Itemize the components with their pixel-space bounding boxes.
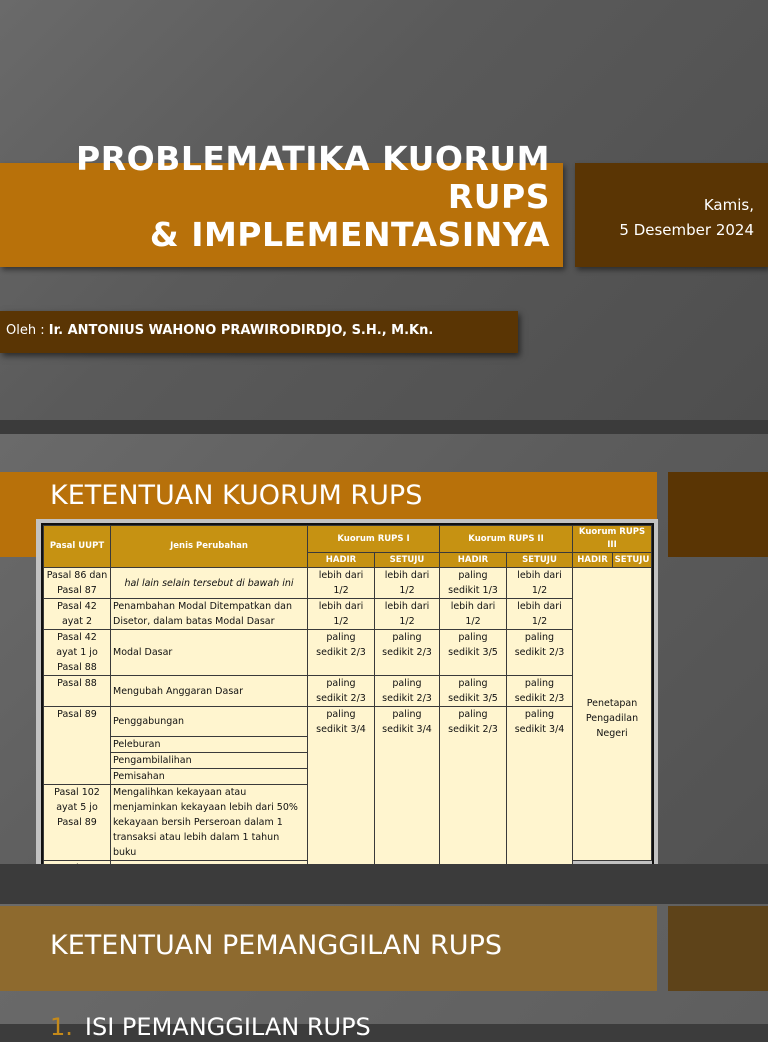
table-row <box>44 630 652 676</box>
header-jenis: Jenis Perubahan <box>111 526 308 568</box>
cell-hadir-2: paling sedikit 3/5 <box>440 630 507 676</box>
cell-jenis: Mengubah Anggaran Dasar <box>111 676 308 707</box>
cell-setuju-2: paling sedikit 2/3 <box>507 630 573 676</box>
slide3-title: KETENTUAN PEMANGGILAN RUPS <box>50 930 502 961</box>
cell-hadir-2: paling sedikit 3/5 <box>440 676 507 707</box>
table-row <box>44 568 652 599</box>
slide2-side-band <box>668 472 768 557</box>
cell-hadir-1: lebih dari 1/2 <box>308 599 375 630</box>
slide3-side-band <box>668 906 768 991</box>
header-hadir: HADIR <box>440 553 507 568</box>
cell-setuju-2: lebih dari 1/2 <box>507 568 573 599</box>
cell-pasal: Pasal 88 <box>44 676 111 707</box>
slide-separator <box>0 864 768 904</box>
cell-jenis: Peleburan <box>111 737 308 753</box>
header-setuju: SETUJU <box>507 553 573 568</box>
header-hadir: HADIR <box>573 553 613 568</box>
list-item <box>50 1012 371 1042</box>
cell-jenis: Mengalihkan kekayaan atau menjaminkan kekayaan lebih dari 50% kekayaan bersih Perseroan dalam 1 transaksi atau lebih dalam 1 tahun buku <box>111 785 308 861</box>
slide-title <box>10 140 550 254</box>
date-full: 5 Desember 2024 <box>619 221 754 239</box>
list-item-text: ISI PEMANGGILAN RUPS <box>84 1013 371 1041</box>
cell-setuju-1: paling sedikit 2/3 <box>375 676 440 707</box>
cell-setuju-1: lebih dari 1/2 <box>375 599 440 630</box>
cell-pasal: Pasal 89 <box>44 707 111 785</box>
cell-hadir-2: lebih dari 1/2 <box>440 599 507 630</box>
cell-hadir-1: lebih dari 1/2 <box>308 568 375 599</box>
header-setuju: SETUJU <box>613 553 652 568</box>
author-name: Ir. ANTONIUS WAHONO PRAWIRODIRDJO, S.H., M.Kn. <box>48 323 434 338</box>
cell-hadir-2: paling sedikit 1/3 <box>440 568 507 599</box>
cell-hadir-2: paling sedikit 2/3 <box>440 707 507 907</box>
cell-pasal: Pasal 102 ayat 5 jo Pasal 89 <box>44 785 111 861</box>
author-prefix: Oleh : <box>6 323 49 338</box>
cell-jenis: Penambahan Modal Ditempatkan dan Disetor, dalam batas Modal Dasar <box>111 599 308 630</box>
cell-jenis: Penggabungan <box>111 707 308 737</box>
cell-pasal: Pasal 42 ayat 2 <box>44 599 111 630</box>
cell-setuju-1: paling sedikit 2/3 <box>375 630 440 676</box>
cell-setuju-2: lebih dari 1/2 <box>507 599 573 630</box>
cell-jenis: Modal Dasar <box>111 630 308 676</box>
cell-hadir-1: paling sedikit 2/3 <box>308 630 375 676</box>
header-rups1: Kuorum RUPS I <box>308 526 440 553</box>
header-setuju: SETUJU <box>375 553 440 568</box>
slide-separator <box>0 420 768 434</box>
title-line-1: PROBLEMATIKA KUORUM <box>76 139 550 178</box>
table-row <box>44 707 652 737</box>
cell-pasal: Pasal 86 dan Pasal 87 <box>44 568 111 599</box>
author-line <box>6 323 433 338</box>
header-rups3: Kuorum RUPS III <box>573 526 652 553</box>
cell-jenis: Pemisahan <box>111 769 308 785</box>
quorum-table <box>43 525 652 907</box>
cell-hadir-1: paling sedikit 2/3 <box>308 676 375 707</box>
cell-hadir-1: paling sedikit 3/4 <box>308 707 375 907</box>
header-rups2: Kuorum RUPS II <box>440 526 573 553</box>
cell-setuju-2: paling sedikit 3/4 <box>507 707 573 907</box>
cell-jenis: Pengambilalihan <box>111 753 308 769</box>
cell-rups3-note: Penetapan Pengadilan Negeri <box>573 568 652 861</box>
title-line-3: & IMPLEMENTASINYA <box>149 215 550 254</box>
table-row <box>44 676 652 707</box>
cell-setuju-2: paling sedikit 2/3 <box>507 676 573 707</box>
table-row <box>44 599 652 630</box>
date-block <box>619 193 754 243</box>
cell-jenis: hal lain selain tersebut di bawah ini <box>111 568 308 599</box>
header-hadir: HADIR <box>308 553 375 568</box>
cell-pasal: Pasal 42 ayat 1 jo Pasal 88 <box>44 630 111 676</box>
cell-setuju-1: lebih dari 1/2 <box>375 568 440 599</box>
header-pasal: Pasal UUPT <box>44 526 111 568</box>
title-line-2: RUPS <box>447 177 550 216</box>
slide2-title: KETENTUAN KUORUM RUPS <box>50 480 423 511</box>
cell-setuju-1: paling sedikit 3/4 <box>375 707 440 907</box>
list-item-number: 1. <box>50 1013 73 1041</box>
date-day: Kamis, <box>703 196 754 214</box>
